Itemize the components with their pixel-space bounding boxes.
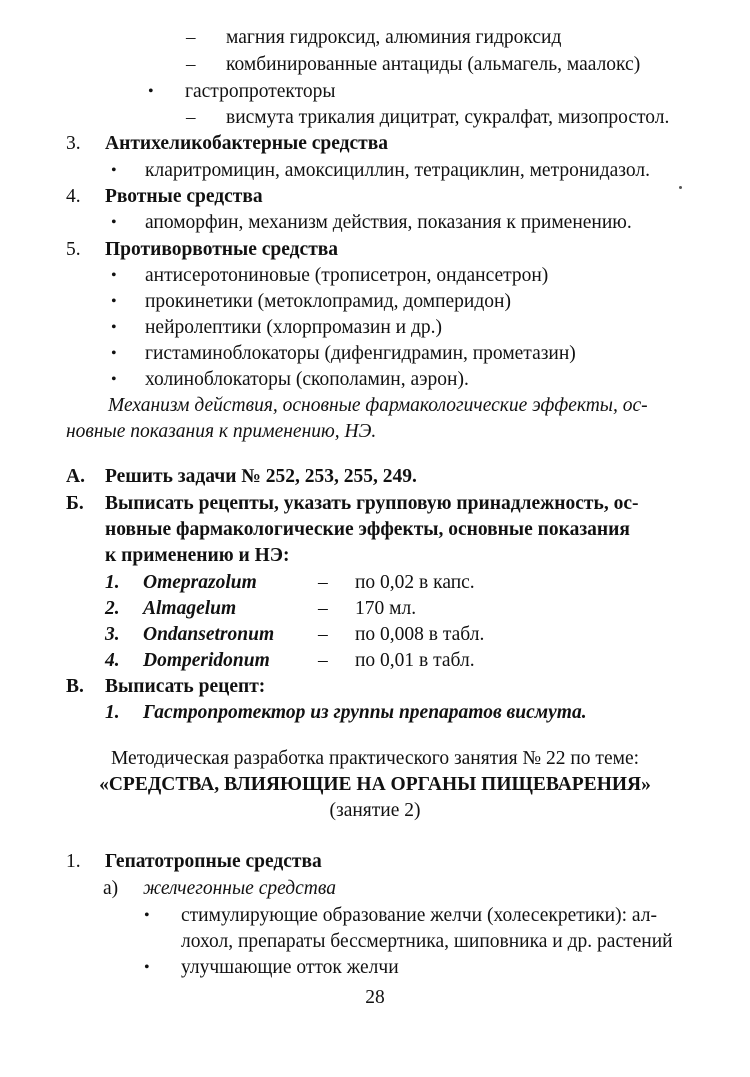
italic-note: новные показания к применению, НЭ.	[66, 421, 377, 442]
rx-dash: –	[318, 598, 328, 619]
bullet-marker: •	[111, 267, 117, 284]
dash-marker: –	[186, 107, 196, 128]
list-item: комбинированные антациды (альмагель, маалокс)	[226, 54, 641, 75]
rx-number: 3.	[105, 624, 120, 645]
section-heading: Гепатотропные средства	[105, 851, 322, 872]
rx-dash: –	[318, 572, 328, 593]
bullet-marker: •	[148, 83, 154, 100]
task-text: Выписать рецепты, указать групповую принадлежность, ос-	[105, 493, 639, 514]
list-item: магния гидроксид, алюминия гидроксид	[226, 27, 562, 48]
list-item: лохол, препараты бессмертника, шиповника и др. растений	[181, 931, 673, 952]
dash-marker: –	[186, 27, 196, 48]
task-letter: В.	[66, 676, 84, 697]
list-item: улучшающие отток желчи	[181, 957, 399, 978]
list-item: кларитромицин, амоксициллин, тетрациклин, метронидазол.	[145, 160, 650, 181]
task-text: новные фармакологические эффекты, основные показания	[105, 519, 630, 540]
task-letter: Б.	[66, 493, 84, 514]
section-heading: Противорвотные средства	[105, 239, 339, 260]
task-text: к применению и НЭ:	[105, 545, 290, 566]
task-text: Решить задачи № 252, 253, 255, 249.	[105, 466, 417, 487]
list-item: антисеротониновые (трописетрон, ондансетрон)	[145, 265, 549, 286]
rx-dose: по 0,01 в табл.	[355, 650, 475, 671]
bullet-marker: •	[144, 907, 150, 924]
list-item: гистаминоблокаторы (дифенгидрамин, прометазин)	[145, 343, 576, 364]
task-letter: А.	[66, 466, 85, 487]
rx-drug-name: Omeprazolum	[143, 572, 257, 593]
list-item: апоморфин, механизм действия, показания к применению.	[145, 212, 632, 233]
rx-drug-name: Domperidonum	[143, 650, 270, 671]
rx-dash: –	[318, 650, 328, 671]
list-item: стимулирующие образование желчи (холесекретики): ал-	[181, 905, 657, 926]
rx-dose: 170 мл.	[355, 598, 417, 619]
section-intro: Методическая разработка практического занятия № 22 по теме:	[110, 748, 640, 769]
item-number: 5.	[66, 239, 81, 260]
rx-dose: по 0,02 в капс.	[355, 572, 475, 593]
sub-item-text: желчегонные средства	[143, 878, 336, 899]
bullet-marker: •	[144, 959, 150, 976]
italic-note: Механизм действия, основные фармакологические эффекты, ос-	[108, 395, 648, 416]
bullet-marker: •	[111, 162, 117, 179]
list-item: висмута трикалия дицитрат, сукралфат, мизопростол.	[226, 107, 670, 128]
bullet-marker: •	[111, 214, 117, 231]
rx-drug-name: Ondansetronum	[143, 624, 275, 645]
rx-number: 1.	[105, 702, 120, 723]
dash-marker: –	[186, 54, 196, 75]
print-speck	[679, 186, 682, 189]
task-text: Выписать рецепт:	[105, 676, 266, 697]
bullet-marker: •	[111, 371, 117, 388]
item-number: 3.	[66, 133, 81, 154]
rx-number: 1.	[105, 572, 120, 593]
list-item: холиноблокаторы (скополамин, аэрон).	[145, 369, 469, 390]
rx-number: 2.	[105, 598, 120, 619]
bullet-marker: •	[111, 345, 117, 362]
item-number: 1.	[66, 851, 81, 872]
task-text: Гастропротектор из группы препаратов висмута.	[143, 702, 587, 723]
bullet-marker: •	[111, 293, 117, 310]
rx-dash: –	[318, 624, 328, 645]
rx-drug-name: Almagelum	[143, 598, 237, 619]
list-item: прокинетики (метоклопрамид, домперидон)	[145, 291, 511, 312]
rx-dose: по 0,008 в табл.	[355, 624, 485, 645]
section-subtitle: (занятие 2)	[329, 800, 421, 821]
section-heading: Рвотные средства	[105, 186, 263, 207]
item-number: 4.	[66, 186, 81, 207]
page-number: 28	[365, 987, 385, 1008]
sub-item-label: а)	[103, 878, 119, 899]
section-heading: Антихеликобактерные средства	[105, 133, 389, 154]
rx-number: 4.	[105, 650, 120, 671]
bullet-marker: •	[111, 319, 117, 336]
list-item: нейролептики (хлорпромазин и др.)	[145, 317, 443, 338]
list-item: гастропротекторы	[185, 81, 336, 102]
section-title: «СРЕДСТВА, ВЛИЯЮЩИЕ НА ОРГАНЫ ПИЩЕВАРЕНИЯ»	[99, 774, 651, 795]
